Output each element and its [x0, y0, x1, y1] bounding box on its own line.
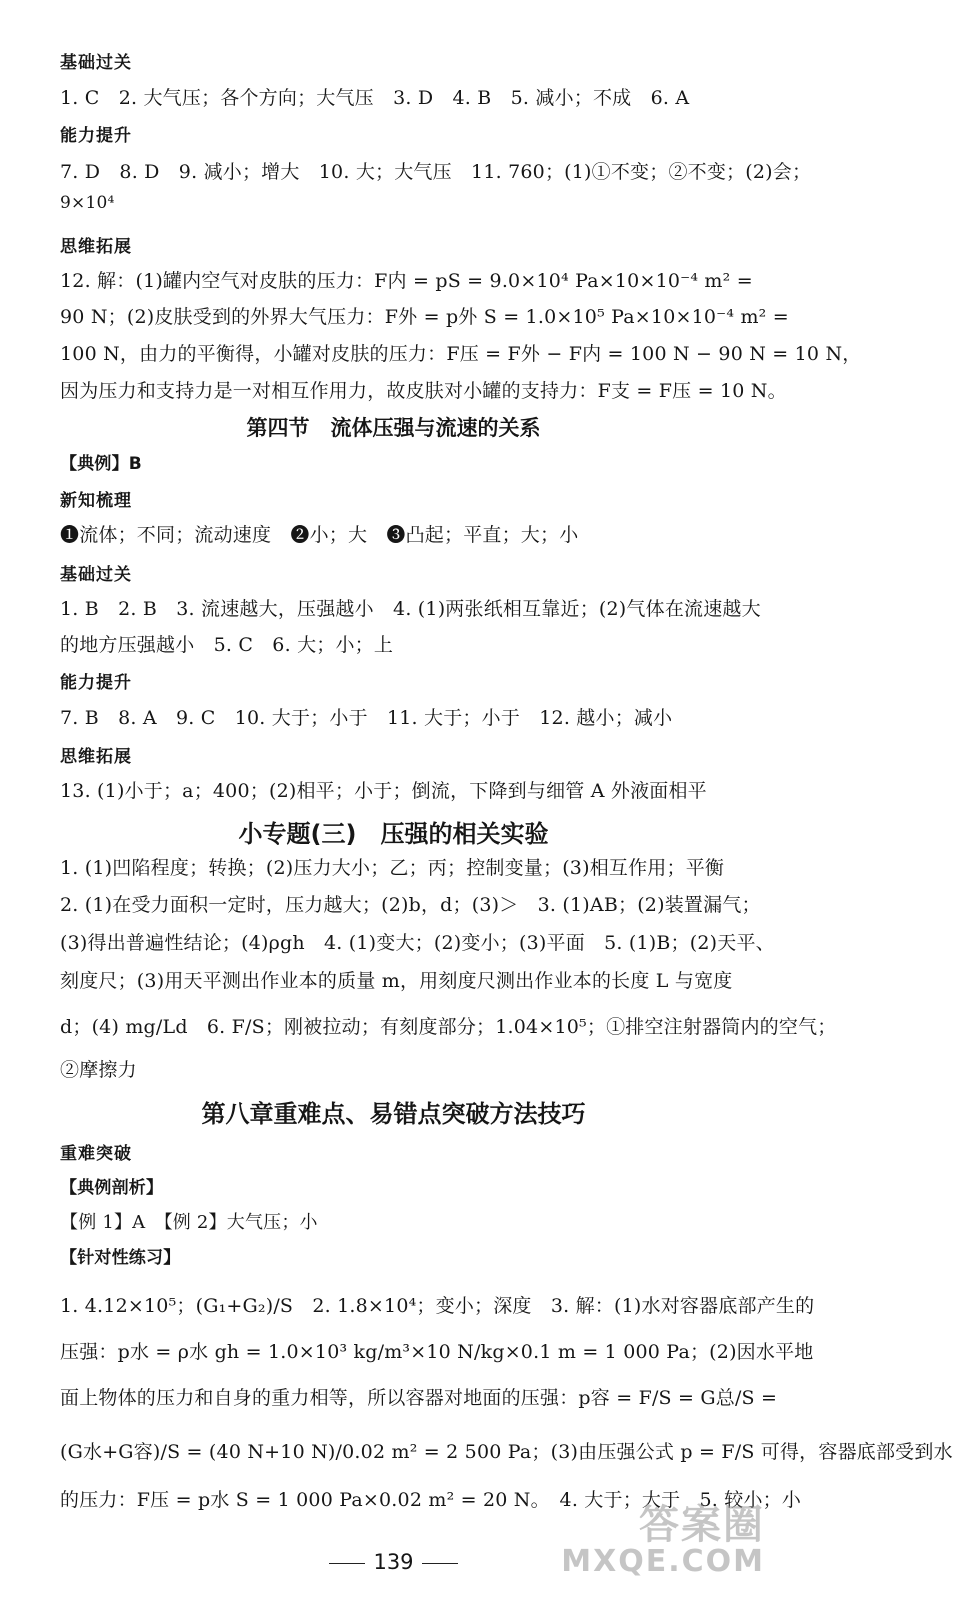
answer-line: 的地方压强越小 5. C 6. 大；小；上: [60, 634, 394, 656]
answer-line: 1. (1)凹陷程度；转换；(2)压力大小；乙；丙；控制变量；(3)相互作用；平衡: [60, 857, 725, 879]
subheading-difficulty: 重难突破: [60, 1144, 132, 1164]
subheading-basic-2: 基础过关: [60, 565, 132, 585]
subheading-ability-2: 能力提升: [60, 673, 132, 693]
answer-line: 【例 1】A 【例 2】大气压；小: [60, 1212, 318, 1233]
page-number-value: 139: [373, 1550, 414, 1574]
answer-line: ②摩擦力: [60, 1059, 137, 1081]
answer-line: 7. D 8. D 9. 减小；增大 10. 大；大气压 11. 760；(1)①不变；②不变；(2)会；: [60, 161, 812, 183]
answer-line: 刻度尺；(3)用天平测出作业本的质量 m，用刻度尺测出作业本的长度 L 与宽度: [60, 970, 733, 992]
example-analysis-label: 【典例剖析】: [60, 1178, 164, 1198]
answer-line: 压强：p水 = ρ水 gh = 1.0×10³ kg/m³×10 N/kg×0.1 m = 1 000 Pa；(2)因水平地: [60, 1341, 814, 1363]
answer-line: (3)得出普遍性结论；(4)ρgh 4. (1)变大；(2)变小；(3)平面 5. (1)B；(2)天平、: [60, 932, 775, 954]
answer-line: 100 N，由力的平衡得，小罐对皮肤的压力：F压 = F外 − F内 = 100 N − 90 N = 10 N，: [60, 343, 862, 365]
watermark-name: 答案圈: [639, 1502, 765, 1548]
answer-line: 13. (1)小于；a；400；(2)相平；小于；倒流，下降到与细管 A 外液面相平: [60, 780, 707, 802]
targeted-practice-label: 【针对性练习】: [60, 1248, 181, 1268]
page-number-dash: [422, 1563, 458, 1564]
example-answer: 【典例】B: [60, 454, 142, 474]
answer-line: 7. B 8. A 9. C 10. 大于；小于 11. 大于；小于 12. 越小；减小: [60, 707, 673, 729]
answer-line: 2. (1)在受力面积一定时，压力越大；(2)b，d；(3)＞ 3. (1)AB；(2)装置漏气；: [60, 894, 761, 916]
subheading-knowledge: 新知梳理: [60, 491, 132, 511]
answer-line: 的压力：F压 = p水 S = 1 000 Pa×0.02 m² = 20 N。 4. 大于；大于 5. 较小；小: [60, 1489, 802, 1511]
watermark: [561, 1502, 765, 1579]
page-number-dash: [329, 1563, 365, 1564]
answer-line: 因为压力和支持力是一对相互作用力，故皮肤对小罐的支持力：F支 = F压 = 10 N。: [60, 380, 787, 402]
subheading-thinking-1: 思维拓展: [60, 237, 132, 257]
section-title-pressure-experiments: 小专题(三) 压强的相关实验: [238, 820, 549, 848]
watermark-url: MXQE.COM: [561, 1544, 765, 1579]
answer-line: 面上物体的压力和自身的重力相等，所以容器对地面的压强：p容 = F/S = G总/S =: [60, 1387, 778, 1409]
answer-line: 1. 4.12×10⁵；(G₁+G₂)/S 2. 1.8×10⁴；变小；深度 3. 解：(1)水对容器底部产生的: [60, 1295, 815, 1317]
answer-line: 90 N；(2)皮肤受到的外界大气压力：F外 = p外 S = 1.0×10⁵ Pa×10×10⁻⁴ m² =: [60, 306, 789, 328]
subheading-thinking-2: 思维拓展: [60, 747, 132, 767]
answer-line: d；(4) mg/Ld 6. F/S；刚被拉动；有刻度部分；1.04×10⁵；①排空注射器筒内的空气；: [60, 1016, 837, 1038]
section-title-chapter8-techniques: 第八章重难点、易错点突破方法技巧: [201, 1100, 586, 1128]
answer-line: 1. C 2. 大气压；各个方向；大气压 3. D 4. B 5. 减小；不成 6. A: [60, 87, 690, 109]
answer-line: ❶流体；不同；流动速度 ❷小；大 ❸凸起；平直；大；小: [60, 524, 579, 546]
answer-line: (G水+G容)/S = (40 N+10 N)/0.02 m² = 2 500 Pa；(3)由压强公式 p = F/S 可得，容器底部受到水: [60, 1441, 953, 1463]
subheading-ability-1: 能力提升: [60, 126, 132, 146]
answer-line: 1. B 2. B 3. 流速越大，压强越小 4. (1)两张纸相互靠近；(2)气体在流速越大: [60, 598, 761, 620]
subheading-basic-1: 基础过关: [60, 53, 132, 73]
answer-line: 9×10⁴: [60, 193, 115, 213]
answer-line: 12. 解：(1)罐内空气对皮肤的压力：F内 = pS = 9.0×10⁴ Pa×10×10⁻⁴ m² =: [60, 270, 753, 292]
section-title-fluid-pressure: 第四节 流体压强与流速的关系: [246, 416, 541, 440]
